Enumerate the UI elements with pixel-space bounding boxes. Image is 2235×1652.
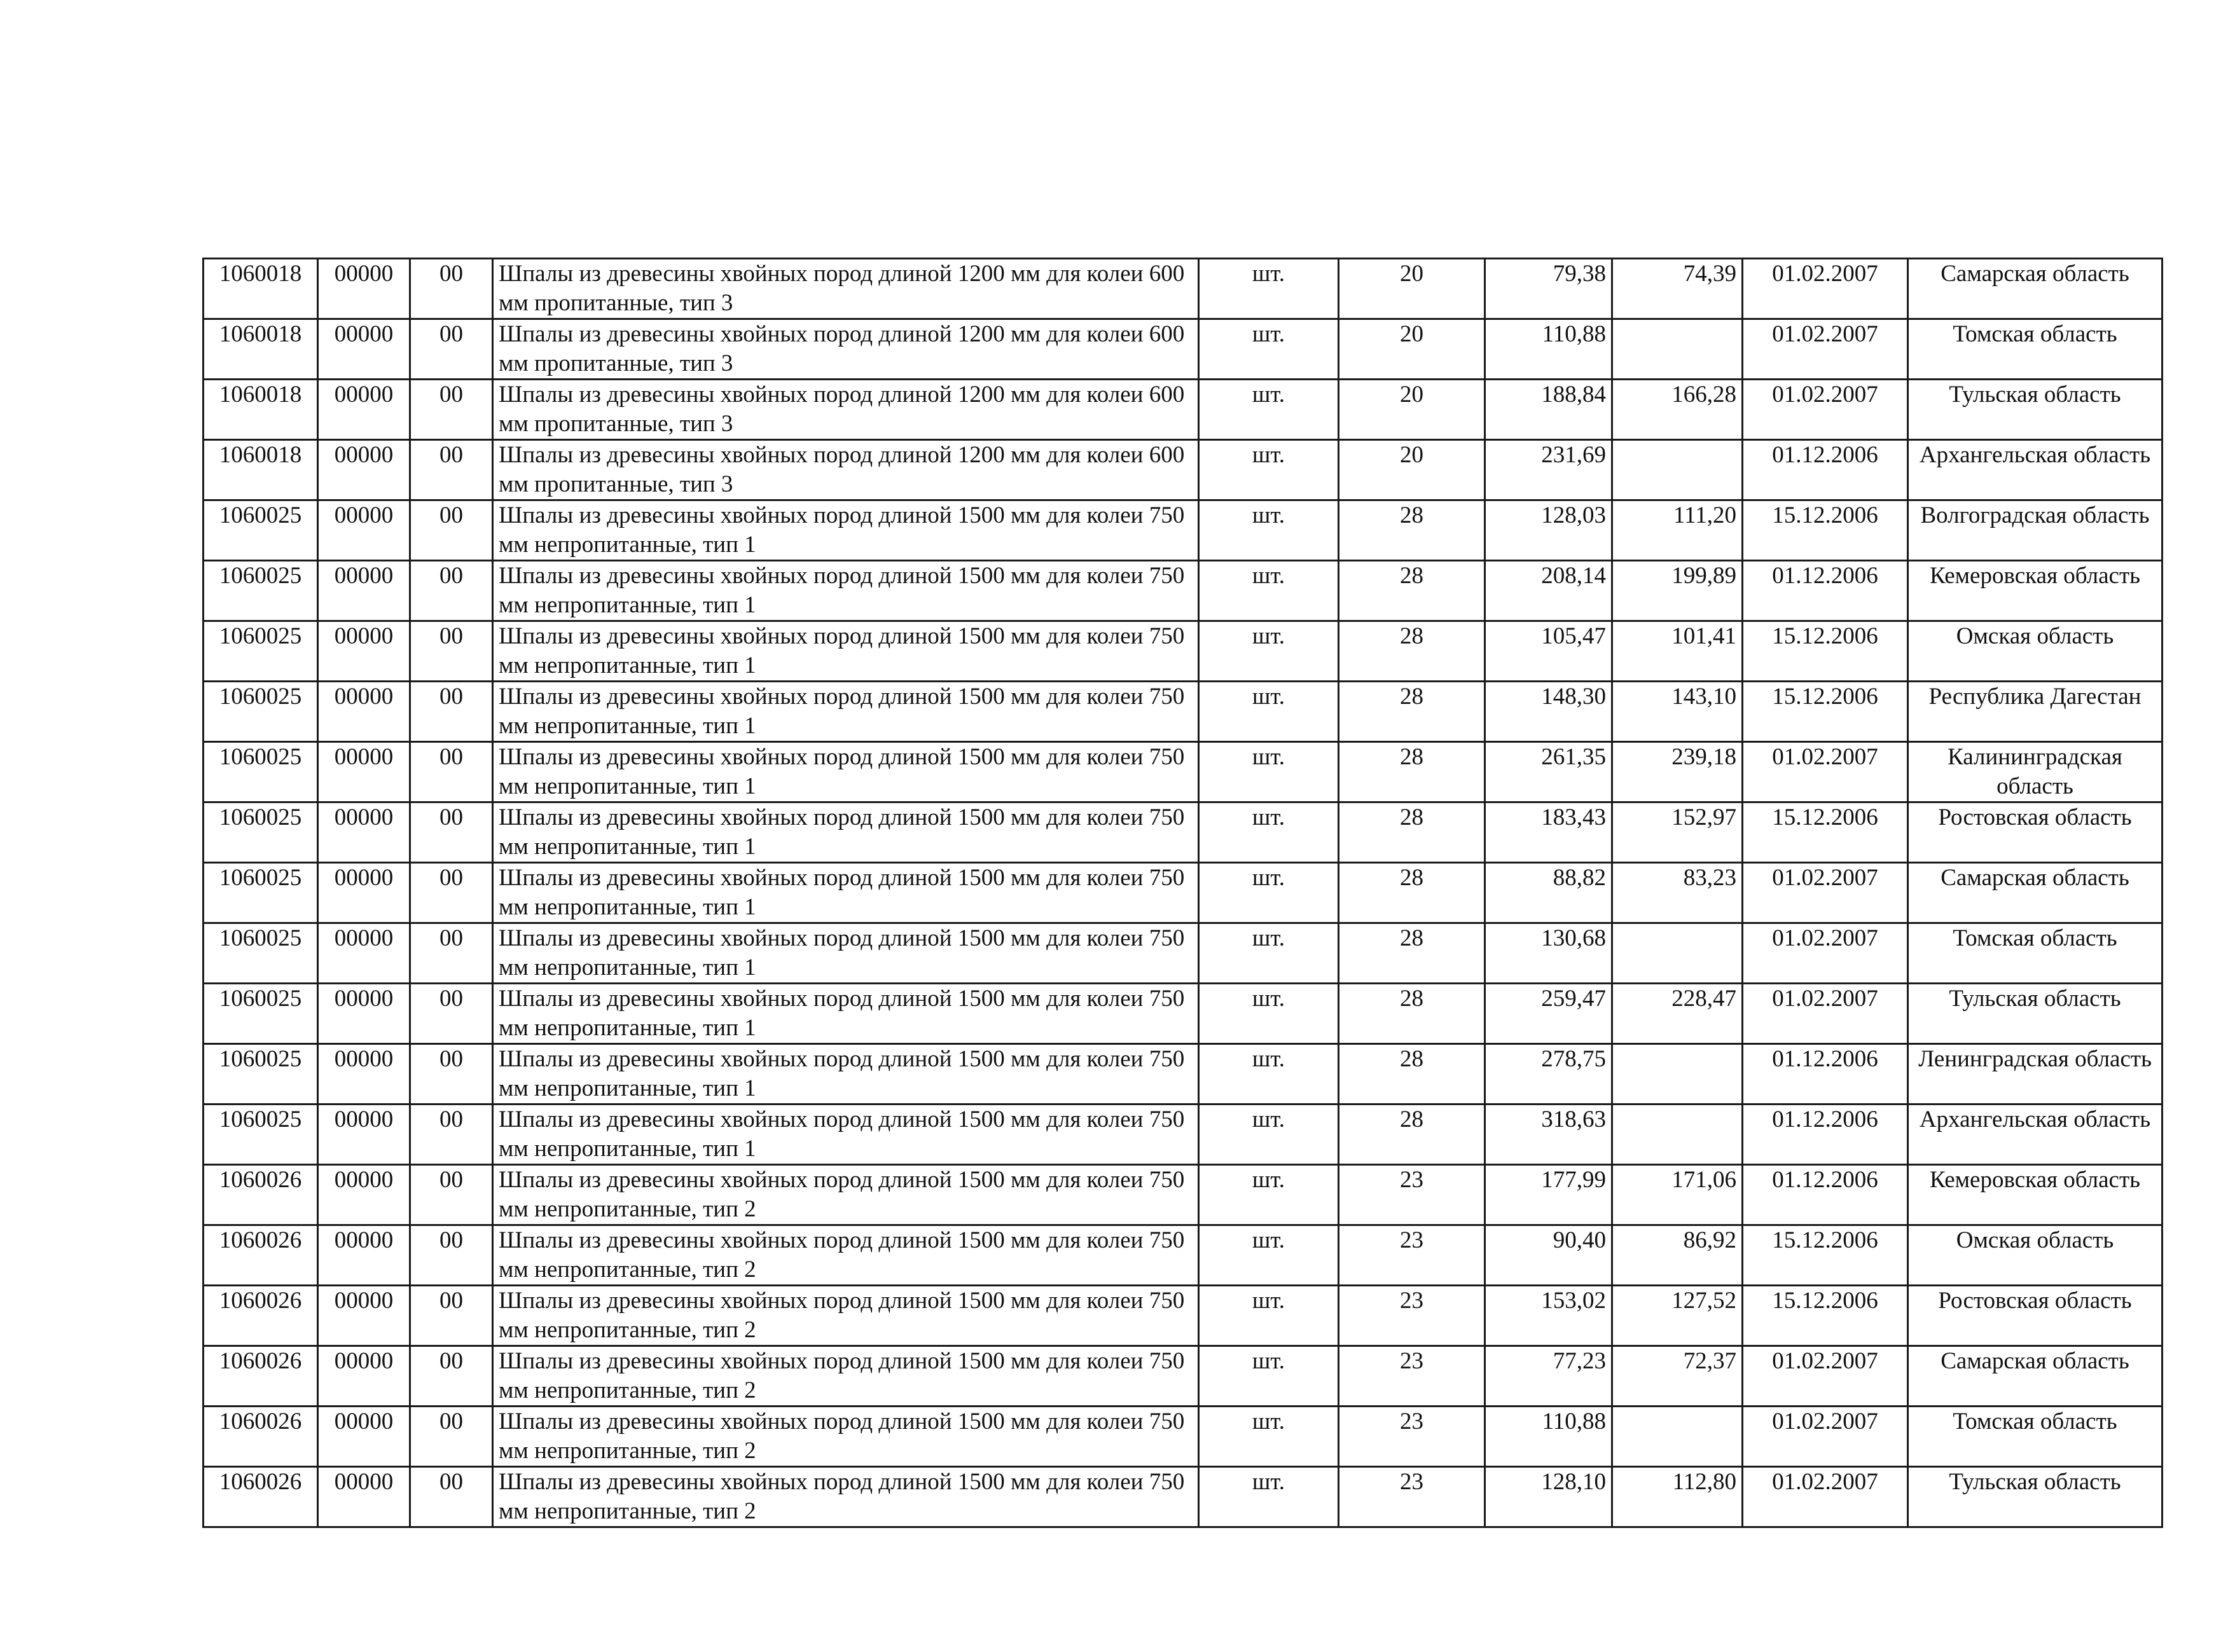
date-cell: 01.02.2007	[1743, 1467, 1908, 1527]
unit-cell: шт.	[1199, 1407, 1339, 1467]
item-name-cell: Шпалы из древесины хвойных пород длиной 1500 мм для колеи 750 мм непропитанные, тип 1	[493, 802, 1199, 863]
version-code-cell: 00	[410, 742, 493, 802]
region-cell: Волгоградская область	[1908, 500, 2162, 561]
quantity-cell: 23	[1339, 1165, 1485, 1225]
item-name-cell: Шпалы из древесины хвойных пород длиной 1200 мм для колеи 600 мм пропитанные, тип 3	[493, 319, 1199, 380]
table-row	[204, 561, 2162, 621]
sub-code-cell: 00000	[318, 1165, 410, 1225]
version-code-cell: 00	[410, 923, 493, 984]
resource-code-cell: 1060026	[204, 1225, 318, 1286]
date-cell: 01.02.2007	[1743, 319, 1908, 380]
item-name-cell: Шпалы из древесины хвойных пород длиной 1200 мм для колеи 600 мм пропитанные, тип 3	[493, 440, 1199, 500]
resource-code-cell: 1060025	[204, 863, 318, 923]
price-alt-cell: 127,52	[1612, 1286, 1743, 1346]
date-cell: 01.02.2007	[1743, 1346, 1908, 1407]
region-cell: Республика Дагестан	[1908, 682, 2162, 742]
item-name-cell: Шпалы из древесины хвойных пород длиной 1500 мм для колеи 750 мм непропитанные, тип 2	[493, 1407, 1199, 1467]
price-alt-cell: 101,41	[1612, 621, 1743, 682]
sub-code-cell: 00000	[318, 984, 410, 1044]
quantity-cell: 28	[1339, 500, 1485, 561]
price-alt-cell	[1612, 1407, 1743, 1467]
quantity-cell: 28	[1339, 682, 1485, 742]
sub-code-cell: 00000	[318, 1407, 410, 1467]
sub-code-cell: 00000	[318, 380, 410, 440]
resource-code-cell: 1060025	[204, 802, 318, 863]
price-alt-cell: 86,92	[1612, 1225, 1743, 1286]
resource-code-cell: 1060025	[204, 500, 318, 561]
sub-code-cell: 00000	[318, 742, 410, 802]
version-code-cell: 00	[410, 319, 493, 380]
date-cell: 01.02.2007	[1743, 863, 1908, 923]
item-name-cell: Шпалы из древесины хвойных пород длиной 1500 мм для колеи 750 мм непропитанные, тип 1	[493, 1105, 1199, 1165]
resource-code-cell: 1060025	[204, 682, 318, 742]
table-body	[204, 259, 2162, 1527]
price-alt-cell: 239,18	[1612, 742, 1743, 802]
price-cell: 88,82	[1485, 863, 1612, 923]
version-code-cell: 00	[410, 1165, 493, 1225]
table-row	[204, 863, 2162, 923]
resource-code-cell: 1060018	[204, 319, 318, 380]
quantity-cell: 23	[1339, 1225, 1485, 1286]
date-cell: 01.02.2007	[1743, 380, 1908, 440]
quantity-cell: 28	[1339, 1105, 1485, 1165]
table-row	[204, 1467, 2162, 1527]
unit-cell: шт.	[1199, 1105, 1339, 1165]
table-row	[204, 923, 2162, 984]
unit-cell: шт.	[1199, 1467, 1339, 1527]
price-table	[202, 258, 2163, 1528]
resource-code-cell: 1060026	[204, 1346, 318, 1407]
quantity-cell: 20	[1339, 440, 1485, 500]
unit-cell: шт.	[1199, 742, 1339, 802]
version-code-cell: 00	[410, 1225, 493, 1286]
price-cell: 110,88	[1485, 319, 1612, 380]
sub-code-cell: 00000	[318, 259, 410, 319]
resource-code-cell: 1060018	[204, 380, 318, 440]
price-cell: 188,84	[1485, 380, 1612, 440]
version-code-cell: 00	[410, 1105, 493, 1165]
price-alt-cell	[1612, 319, 1743, 380]
table-row	[204, 621, 2162, 682]
item-name-cell: Шпалы из древесины хвойных пород длиной 1500 мм для колеи 750 мм непропитанные, тип 2	[493, 1286, 1199, 1346]
sub-code-cell: 00000	[318, 802, 410, 863]
unit-cell: шт.	[1199, 259, 1339, 319]
quantity-cell: 28	[1339, 923, 1485, 984]
quantity-cell: 23	[1339, 1407, 1485, 1467]
region-cell: Томская область	[1908, 1407, 2162, 1467]
sub-code-cell: 00000	[318, 561, 410, 621]
version-code-cell: 00	[410, 440, 493, 500]
unit-cell: шт.	[1199, 984, 1339, 1044]
sub-code-cell: 00000	[318, 1467, 410, 1527]
price-cell: 261,35	[1485, 742, 1612, 802]
table-row	[204, 380, 2162, 440]
price-alt-cell: 72,37	[1612, 1346, 1743, 1407]
unit-cell: шт.	[1199, 561, 1339, 621]
unit-cell: шт.	[1199, 682, 1339, 742]
sub-code-cell: 00000	[318, 682, 410, 742]
date-cell: 01.02.2007	[1743, 259, 1908, 319]
quantity-cell: 23	[1339, 1346, 1485, 1407]
resource-code-cell: 1060026	[204, 1467, 318, 1527]
price-cell: 208,14	[1485, 561, 1612, 621]
table-row	[204, 802, 2162, 863]
sub-code-cell: 00000	[318, 863, 410, 923]
date-cell: 01.12.2006	[1743, 1044, 1908, 1105]
region-cell: Томская область	[1908, 319, 2162, 380]
date-cell: 01.02.2007	[1743, 984, 1908, 1044]
price-cell: 79,38	[1485, 259, 1612, 319]
table-row	[204, 1105, 2162, 1165]
version-code-cell: 00	[410, 500, 493, 561]
quantity-cell: 23	[1339, 1286, 1485, 1346]
resource-code-cell: 1060025	[204, 1105, 318, 1165]
version-code-cell: 00	[410, 1346, 493, 1407]
price-alt-cell: 83,23	[1612, 863, 1743, 923]
price-alt-cell: 152,97	[1612, 802, 1743, 863]
price-cell: 153,02	[1485, 1286, 1612, 1346]
item-name-cell: Шпалы из древесины хвойных пород длиной 1500 мм для колеи 750 мм непропитанные, тип 1	[493, 923, 1199, 984]
sub-code-cell: 00000	[318, 1105, 410, 1165]
item-name-cell: Шпалы из древесины хвойных пород длиной 1200 мм для колеи 600 мм пропитанные, тип 3	[493, 259, 1199, 319]
region-cell: Ростовская область	[1908, 1286, 2162, 1346]
price-alt-cell	[1612, 1105, 1743, 1165]
resource-code-cell: 1060018	[204, 259, 318, 319]
sub-code-cell: 00000	[318, 1286, 410, 1346]
price-alt-cell: 228,47	[1612, 984, 1743, 1044]
price-alt-cell	[1612, 923, 1743, 984]
version-code-cell: 00	[410, 863, 493, 923]
version-code-cell: 00	[410, 1286, 493, 1346]
unit-cell: шт.	[1199, 319, 1339, 380]
date-cell: 15.12.2006	[1743, 500, 1908, 561]
resource-code-cell: 1060026	[204, 1286, 318, 1346]
price-alt-cell: 199,89	[1612, 561, 1743, 621]
date-cell: 01.12.2006	[1743, 1105, 1908, 1165]
price-alt-cell	[1612, 1044, 1743, 1105]
sub-code-cell: 00000	[318, 621, 410, 682]
version-code-cell: 00	[410, 561, 493, 621]
table-row	[204, 259, 2162, 319]
item-name-cell: Шпалы из древесины хвойных пород длиной 1200 мм для колеи 600 мм пропитанные, тип 3	[493, 380, 1199, 440]
resource-code-cell: 1060025	[204, 742, 318, 802]
date-cell: 15.12.2006	[1743, 682, 1908, 742]
price-cell: 128,03	[1485, 500, 1612, 561]
table-row	[204, 440, 2162, 500]
price-cell: 110,88	[1485, 1407, 1612, 1467]
table-row	[204, 500, 2162, 561]
quantity-cell: 28	[1339, 742, 1485, 802]
region-cell: Архангельская область	[1908, 1105, 2162, 1165]
price-alt-cell: 111,20	[1612, 500, 1743, 561]
item-name-cell: Шпалы из древесины хвойных пород длиной 1500 мм для колеи 750 мм непропитанные, тип 1	[493, 500, 1199, 561]
sub-code-cell: 00000	[318, 1044, 410, 1105]
item-name-cell: Шпалы из древесины хвойных пород длиной 1500 мм для колеи 750 мм непропитанные, тип 1	[493, 742, 1199, 802]
price-cell: 77,23	[1485, 1346, 1612, 1407]
resource-code-cell: 1060026	[204, 1407, 318, 1467]
price-alt-cell	[1612, 440, 1743, 500]
region-cell: Кемеровская область	[1908, 561, 2162, 621]
table-row	[204, 1407, 2162, 1467]
item-name-cell: Шпалы из древесины хвойных пород длиной 1500 мм для колеи 750 мм непропитанные, тип 2	[493, 1165, 1199, 1225]
price-cell: 318,63	[1485, 1105, 1612, 1165]
resource-code-cell: 1060025	[204, 1044, 318, 1105]
price-alt-cell: 171,06	[1612, 1165, 1743, 1225]
region-cell: Архангельская область	[1908, 440, 2162, 500]
sub-code-cell: 00000	[318, 319, 410, 380]
item-name-cell: Шпалы из древесины хвойных пород длиной 1500 мм для колеи 750 мм непропитанные, тип 2	[493, 1225, 1199, 1286]
table-row	[204, 1225, 2162, 1286]
region-cell: Ростовская область	[1908, 802, 2162, 863]
region-cell: Омская область	[1908, 621, 2162, 682]
version-code-cell: 00	[410, 802, 493, 863]
version-code-cell: 00	[410, 1467, 493, 1527]
unit-cell: шт.	[1199, 1044, 1339, 1105]
unit-cell: шт.	[1199, 440, 1339, 500]
table-row	[204, 984, 2162, 1044]
price-cell: 183,43	[1485, 802, 1612, 863]
item-name-cell: Шпалы из древесины хвойных пород длиной 1500 мм для колеи 750 мм непропитанные, тип 1	[493, 561, 1199, 621]
region-cell: Томская область	[1908, 923, 2162, 984]
price-cell: 231,69	[1485, 440, 1612, 500]
region-cell: Ленинградская область	[1908, 1044, 2162, 1105]
resource-code-cell: 1060025	[204, 984, 318, 1044]
region-cell: Самарская область	[1908, 1346, 2162, 1407]
sub-code-cell: 00000	[318, 923, 410, 984]
quantity-cell: 28	[1339, 863, 1485, 923]
version-code-cell: 00	[410, 259, 493, 319]
price-cell: 130,68	[1485, 923, 1612, 984]
version-code-cell: 00	[410, 380, 493, 440]
version-code-cell: 00	[410, 1044, 493, 1105]
date-cell: 15.12.2006	[1743, 1286, 1908, 1346]
region-cell: Тульская область	[1908, 1467, 2162, 1527]
item-name-cell: Шпалы из древесины хвойных пород длиной 1500 мм для колеи 750 мм непропитанные, тип 1	[493, 984, 1199, 1044]
region-cell: Кемеровская область	[1908, 1165, 2162, 1225]
unit-cell: шт.	[1199, 1286, 1339, 1346]
sub-code-cell: 00000	[318, 440, 410, 500]
resource-code-cell: 1060026	[204, 1165, 318, 1225]
quantity-cell: 20	[1339, 319, 1485, 380]
document-sheet	[202, 258, 2161, 1528]
price-cell: 90,40	[1485, 1225, 1612, 1286]
region-cell: Самарская область	[1908, 863, 2162, 923]
quantity-cell: 28	[1339, 1044, 1485, 1105]
resource-code-cell: 1060025	[204, 561, 318, 621]
price-cell: 278,75	[1485, 1044, 1612, 1105]
version-code-cell: 00	[410, 984, 493, 1044]
item-name-cell: Шпалы из древесины хвойных пород длиной 1500 мм для колеи 750 мм непропитанные, тип 1	[493, 863, 1199, 923]
price-cell: 177,99	[1485, 1165, 1612, 1225]
price-alt-cell: 166,28	[1612, 380, 1743, 440]
version-code-cell: 00	[410, 1407, 493, 1467]
unit-cell: шт.	[1199, 1165, 1339, 1225]
unit-cell: шт.	[1199, 621, 1339, 682]
quantity-cell: 20	[1339, 259, 1485, 319]
date-cell: 01.12.2006	[1743, 1165, 1908, 1225]
date-cell: 01.02.2007	[1743, 742, 1908, 802]
date-cell: 01.02.2007	[1743, 1407, 1908, 1467]
date-cell: 01.02.2007	[1743, 923, 1908, 984]
price-alt-cell: 112,80	[1612, 1467, 1743, 1527]
quantity-cell: 28	[1339, 561, 1485, 621]
date-cell: 15.12.2006	[1743, 621, 1908, 682]
unit-cell: шт.	[1199, 1346, 1339, 1407]
quantity-cell: 28	[1339, 802, 1485, 863]
item-name-cell: Шпалы из древесины хвойных пород длиной 1500 мм для колеи 750 мм непропитанные, тип 1	[493, 682, 1199, 742]
version-code-cell: 00	[410, 682, 493, 742]
date-cell: 01.12.2006	[1743, 561, 1908, 621]
table-row	[204, 1286, 2162, 1346]
sub-code-cell: 00000	[318, 1225, 410, 1286]
date-cell: 15.12.2006	[1743, 1225, 1908, 1286]
resource-code-cell: 1060025	[204, 621, 318, 682]
unit-cell: шт.	[1199, 863, 1339, 923]
price-cell: 105,47	[1485, 621, 1612, 682]
quantity-cell: 28	[1339, 621, 1485, 682]
price-cell: 148,30	[1485, 682, 1612, 742]
sub-code-cell: 00000	[318, 1346, 410, 1407]
table-row	[204, 1165, 2162, 1225]
item-name-cell: Шпалы из древесины хвойных пород длиной 1500 мм для колеи 750 мм непропитанные, тип 1	[493, 1044, 1199, 1105]
table-row	[204, 682, 2162, 742]
price-alt-cell: 74,39	[1612, 259, 1743, 319]
region-cell: Тульская область	[1908, 984, 2162, 1044]
item-name-cell: Шпалы из древесины хвойных пород длиной 1500 мм для колеи 750 мм непропитанные, тип 2	[493, 1467, 1199, 1527]
table-row	[204, 742, 2162, 802]
quantity-cell: 23	[1339, 1467, 1485, 1527]
unit-cell: шт.	[1199, 923, 1339, 984]
resource-code-cell: 1060018	[204, 440, 318, 500]
unit-cell: шт.	[1199, 500, 1339, 561]
sub-code-cell: 00000	[318, 500, 410, 561]
table-row	[204, 319, 2162, 380]
table-row	[204, 1044, 2162, 1105]
date-cell: 15.12.2006	[1743, 802, 1908, 863]
region-cell: Омская область	[1908, 1225, 2162, 1286]
item-name-cell: Шпалы из древесины хвойных пород длиной 1500 мм для колеи 750 мм непропитанные, тип 1	[493, 621, 1199, 682]
date-cell: 01.12.2006	[1743, 440, 1908, 500]
price-cell: 259,47	[1485, 984, 1612, 1044]
unit-cell: шт.	[1199, 802, 1339, 863]
unit-cell: шт.	[1199, 380, 1339, 440]
region-cell: Тульская область	[1908, 380, 2162, 440]
resource-code-cell: 1060025	[204, 923, 318, 984]
item-name-cell: Шпалы из древесины хвойных пород длиной 1500 мм для колеи 750 мм непропитанные, тип 2	[493, 1346, 1199, 1407]
quantity-cell: 28	[1339, 984, 1485, 1044]
region-cell: Самарская область	[1908, 259, 2162, 319]
price-alt-cell: 143,10	[1612, 682, 1743, 742]
region-cell: Калининградская область	[1908, 742, 2162, 802]
unit-cell: шт.	[1199, 1225, 1339, 1286]
version-code-cell: 00	[410, 621, 493, 682]
table-row	[204, 1346, 2162, 1407]
quantity-cell: 20	[1339, 380, 1485, 440]
price-cell: 128,10	[1485, 1467, 1612, 1527]
